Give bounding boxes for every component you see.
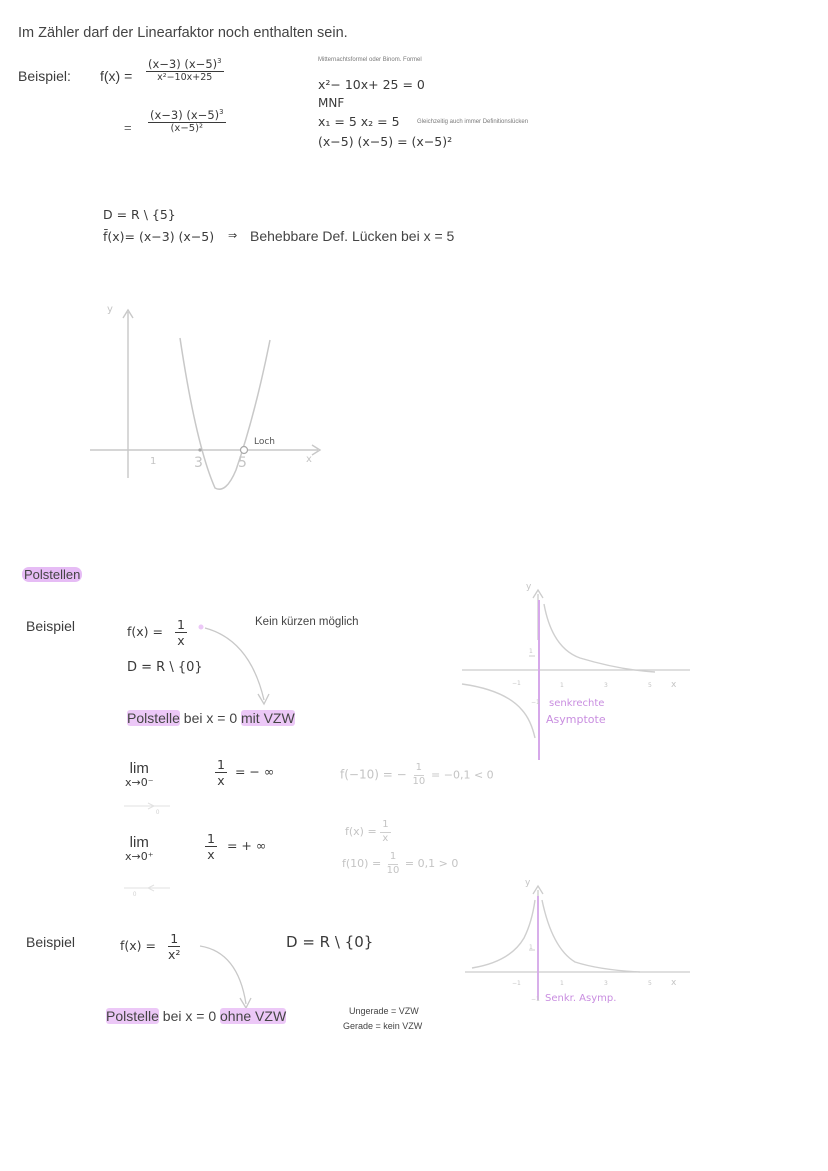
equals-sign: =	[124, 120, 132, 135]
f-bar: f̄(x)= (x−3) (x−5)	[103, 229, 215, 244]
calc-negative-numerator: 1	[414, 763, 424, 776]
example1-result-polstelle: Polstelle	[127, 710, 180, 726]
limit-left-word: lim	[129, 760, 149, 777]
example1-result-vzw: mit VZW	[241, 710, 295, 726]
limit-left-result: = − ∞	[234, 764, 275, 780]
graph1-hole-label: Loch	[254, 437, 276, 447]
graph3-ytick-1: 1	[529, 944, 533, 951]
graph2-neg-y: −1	[531, 699, 540, 706]
side-roots-note: Gleichzeitig auch immer Definitionslücken	[417, 119, 529, 125]
example1-domain: D = R \ {0}	[127, 660, 203, 675]
calc-positive-lhs: f(10) =	[342, 857, 382, 870]
graph1-y-label: y	[107, 304, 113, 315]
mini-axis-left-zero: 0	[156, 810, 160, 816]
calc-negative-denominator: 10	[412, 775, 426, 787]
calc-positive-denominator: 10	[386, 864, 400, 876]
implies-arrow: ⇒	[228, 229, 238, 242]
no-reduction-note: Kein kürzen möglich	[255, 616, 359, 628]
limit-right-denominator: x	[207, 847, 215, 863]
example2-result-mid: bei x = 0	[158, 1008, 221, 1024]
graph3-xtick-1: 1	[560, 980, 564, 987]
fraction-2-denominator: (x−5)²	[170, 123, 203, 135]
mini-axis-right-zero: 0	[133, 892, 137, 898]
example1-label: Beispiel	[26, 618, 76, 634]
side-roots: x₁ = 5 x₂ = 5	[318, 114, 400, 129]
limit-right-numerator: 1	[207, 831, 215, 846]
fraction-2-exponent: 3	[219, 108, 224, 117]
calc-f-numerator: 1	[380, 820, 390, 833]
graph3-xtick-3: 3	[604, 980, 608, 987]
side-note: Mitternachtsformel oder Binom. Formel	[318, 57, 422, 63]
limit-left-denominator: x	[217, 773, 225, 789]
graph2-x-label: x	[671, 680, 677, 690]
graph3-y-label: y	[525, 878, 531, 888]
intro-text: Im Zähler darf der Linearfaktor noch enthalten sein.	[18, 25, 348, 41]
limit-left-sub: x→0⁻	[125, 775, 154, 789]
graph2-xtick-3: 3	[604, 682, 608, 689]
fraction-1-numerator: (x−3) (x−5)	[148, 57, 218, 71]
calc-f-denominator: x	[382, 832, 389, 844]
graph2-asymptote-label-1: senkrechte	[549, 698, 605, 709]
example1-numerator: 1	[176, 617, 185, 632]
calc-positive-result: = 0,1 > 0	[404, 857, 459, 870]
graph3-neg-y: −1	[531, 996, 540, 1003]
fraction-1-exponent: 3	[217, 57, 222, 66]
rule-odd: Ungerade = VZW	[349, 1006, 419, 1016]
graph3-xtick-5: 5	[648, 980, 652, 987]
fraction-2-numerator: (x−3) (x−5)	[150, 108, 220, 122]
graph2-neg-x: −1	[512, 680, 521, 687]
side-equation: x²− 10x+ 25 = 0	[318, 77, 425, 92]
rule-even: Gerade = kein VZW	[343, 1021, 423, 1031]
example2-f-lhs: f(x) =	[120, 938, 156, 954]
example2-label: Beispiel	[26, 934, 76, 950]
graph1-x-label: x	[306, 454, 312, 465]
domain-1: D = R \ {5}	[103, 207, 176, 222]
example2-numerator: 1	[170, 931, 179, 946]
example1-denominator: x	[177, 633, 185, 649]
side-factorization: (x−5) (x−5) = (x−5)²	[318, 134, 453, 149]
polstellen-heading: Polstellen	[24, 567, 81, 582]
side-mnf: MNF	[318, 96, 345, 110]
calc-negative-lhs: f(−10) = −	[340, 767, 407, 782]
graph2-ytick-1: 1	[529, 648, 533, 655]
example1-result-mid: bei x = 0	[179, 710, 242, 726]
graph3-neg-x: −1	[512, 980, 521, 987]
example2-denominator: x²	[167, 947, 181, 963]
graph3-asymptote-label: Senkr. Asymp.	[545, 993, 617, 1004]
example-label: Beispiel:	[18, 68, 71, 84]
calc-positive-numerator: 1	[388, 852, 398, 865]
limit-right-result: = + ∞	[226, 838, 267, 854]
graph2-xtick-1: 1	[560, 682, 564, 689]
graph1-tick-3: 3	[194, 455, 203, 471]
example2-result-vzw: ohne VZW	[220, 1008, 287, 1024]
fraction-1-denominator: x²−10x+25	[157, 72, 213, 84]
limit-left-numerator: 1	[217, 757, 225, 772]
conclusion: Behebbare Def. Lücken bei x = 5	[250, 228, 455, 244]
example2-domain: D = R \ {0}	[286, 933, 374, 951]
limit-right-word: lim	[129, 834, 149, 851]
calc-negative-result: = −0,1 < 0	[431, 768, 494, 782]
graph1-tick-5: 5	[238, 455, 247, 471]
example2-result-polstelle: Polstelle	[106, 1008, 159, 1024]
graph2-xtick-5: 5	[648, 682, 652, 689]
calc-f-lhs: f(x) =	[345, 825, 377, 838]
graph3-x-label: x	[671, 978, 677, 988]
graph2-y-label: y	[526, 582, 532, 592]
graph2-asymptote-label-2: Asymptote	[546, 713, 606, 726]
graph1-tick-1: 1	[150, 456, 157, 467]
example1-f-lhs: f(x) =	[127, 624, 163, 640]
function-lhs: f(x) =	[100, 68, 133, 84]
limit-right-sub: x→0⁺	[125, 849, 154, 863]
